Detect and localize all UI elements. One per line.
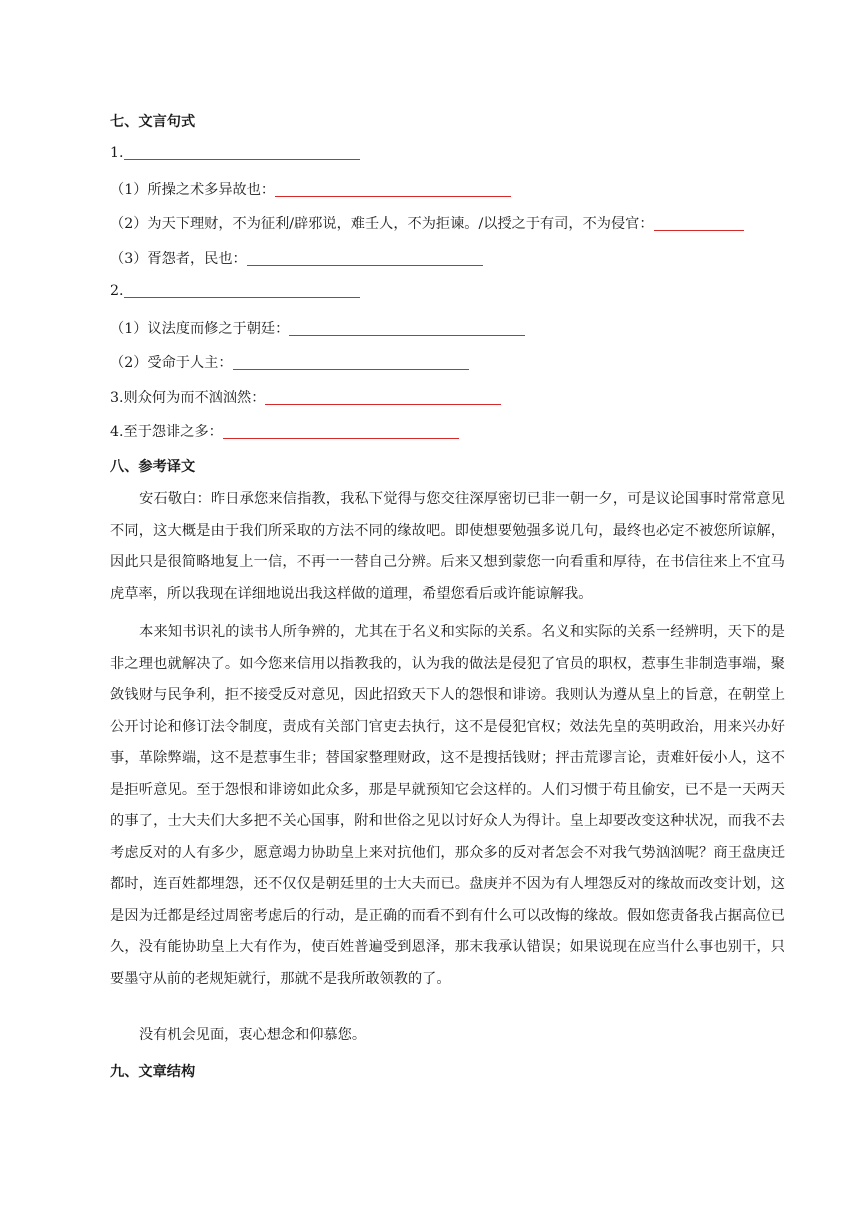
translation-paragraph-1 [110,484,785,610]
answer-blank-1-1[interactable] [275,182,511,197]
question-2 [110,283,360,299]
question-2-1 [110,318,525,338]
question-1-1 [110,179,511,199]
answer-blank-1[interactable] [124,145,360,160]
question-1-3 [110,248,483,268]
section-title-sentence-patterns: 七、文言句式 [110,114,196,130]
answer-blank-4[interactable] [223,424,459,439]
answer-blank-1-3[interactable] [247,251,483,266]
translation-paragraph-1-text: 安石敬白：昨日承您来信指教，我私下觉得与您交往深厚密切已非一朝一夕，可是议论国事时常常意见不同，这大概是由于我们所采取的方法不同的缘故吧。即使想要勉强多说几句，最终也必定不被您所谅解，因此只是很简略地复上一信，不再一一替自己分辨。后来又想到蒙您一向看重和厚待，在书信往来上不宜马虎草率，所以我现在详细地说出我这样做的道理，希望您看后或许能谅解我。 [110,491,785,602]
question-4-label: 4.至于怨诽之多： [110,424,223,440]
question-1-2-label: （2）为天下理财，不为征利/辟邪说，难壬人，不为拒谏。/以授之于有司，不为侵官： [110,216,654,232]
question-3-label: 3.则众何为而不汹汹然： [110,390,266,406]
question-1-3-label: （3）胥怨者，民也： [110,251,247,267]
answer-blank-2-1[interactable] [289,321,525,336]
question-4 [110,421,459,441]
question-2-2-label: （2）受命于人主： [110,355,233,371]
question-1 [110,145,360,161]
translation-paragraph-3 [110,1020,785,1052]
question-2-2 [110,352,469,372]
question-1-2 [110,213,744,233]
question-2-label: 2. [110,283,124,299]
section-title-reference-translation: 八、参考译文 [110,459,196,475]
translation-paragraph-3-text: 没有机会见面，衷心想念和仰慕您。 [139,1027,367,1043]
answer-blank-3[interactable] [265,390,501,405]
answer-blank-2[interactable] [124,283,360,298]
question-2-1-label: （1）议法度而修之于朝廷： [110,321,290,337]
question-3 [110,387,501,407]
section-title-article-structure: 九、文章结构 [110,1064,196,1080]
answer-blank-1-2[interactable] [654,216,744,231]
question-1-1-label: （1）所操之术多异故也： [110,182,276,198]
question-1-label: 1. [110,145,124,161]
answer-blank-2-2[interactable] [233,355,469,370]
translation-paragraph-2-text: 本来知书识礼的读书人所争辨的，尤其在于名义和实际的关系。名义和实际的关系一经辨明，天下的是非之理也就解决了。如今您来信用以指教我的，认为我的做法是侵犯了官员的职权，惹事生非制造事端，聚敛钱财与民争利，拒不接受反对意见，因此招致天下人的怨恨和诽谤。我则认为遵从皇上的旨意，在朝堂上公开讨论和修订法令制度，责成有关部门官吏去执行，这不是侵犯官权；效法先皇的英明政治，用来兴办好事，革除弊端，这不是惹事生非；替国家整理财政，这不是搜括钱财；抨击荒谬言论，责难奸佞小人，这不是拒听意见。至于怨恨和诽谤如此众多，那是早就预知它会这样的。人们习惯于苟且偷安，已不是一天两天的事了，士大夫们大多把不关心国事，附和世俗之见以讨好众人为得计。皇上却要改变这种状况，而我不去考虑反对的人有多少，愿意竭力协助皇上来对抗他们，那众多的反对者怎会不对我气势汹汹呢？商王盘庚迁都时，连百姓都埋怨，还不仅仅是朝廷里的士大夫而已。盘庚并不因为有人埋怨反对的缘故而改变计划，这是因为迁都是经过周密考虑后的行动，是正确的而看不到有什么可以改悔的缘故。假如您责备我占据高位已久，没有能协助皇上大有作为，使百姓普遍受到恩泽，那末我承认错误；如果说现在应当什么事也别干，只要墨守从前的老规矩就行，那就不是我所敢领教的了。 [110,624,785,987]
translation-paragraph-2 [110,617,785,995]
